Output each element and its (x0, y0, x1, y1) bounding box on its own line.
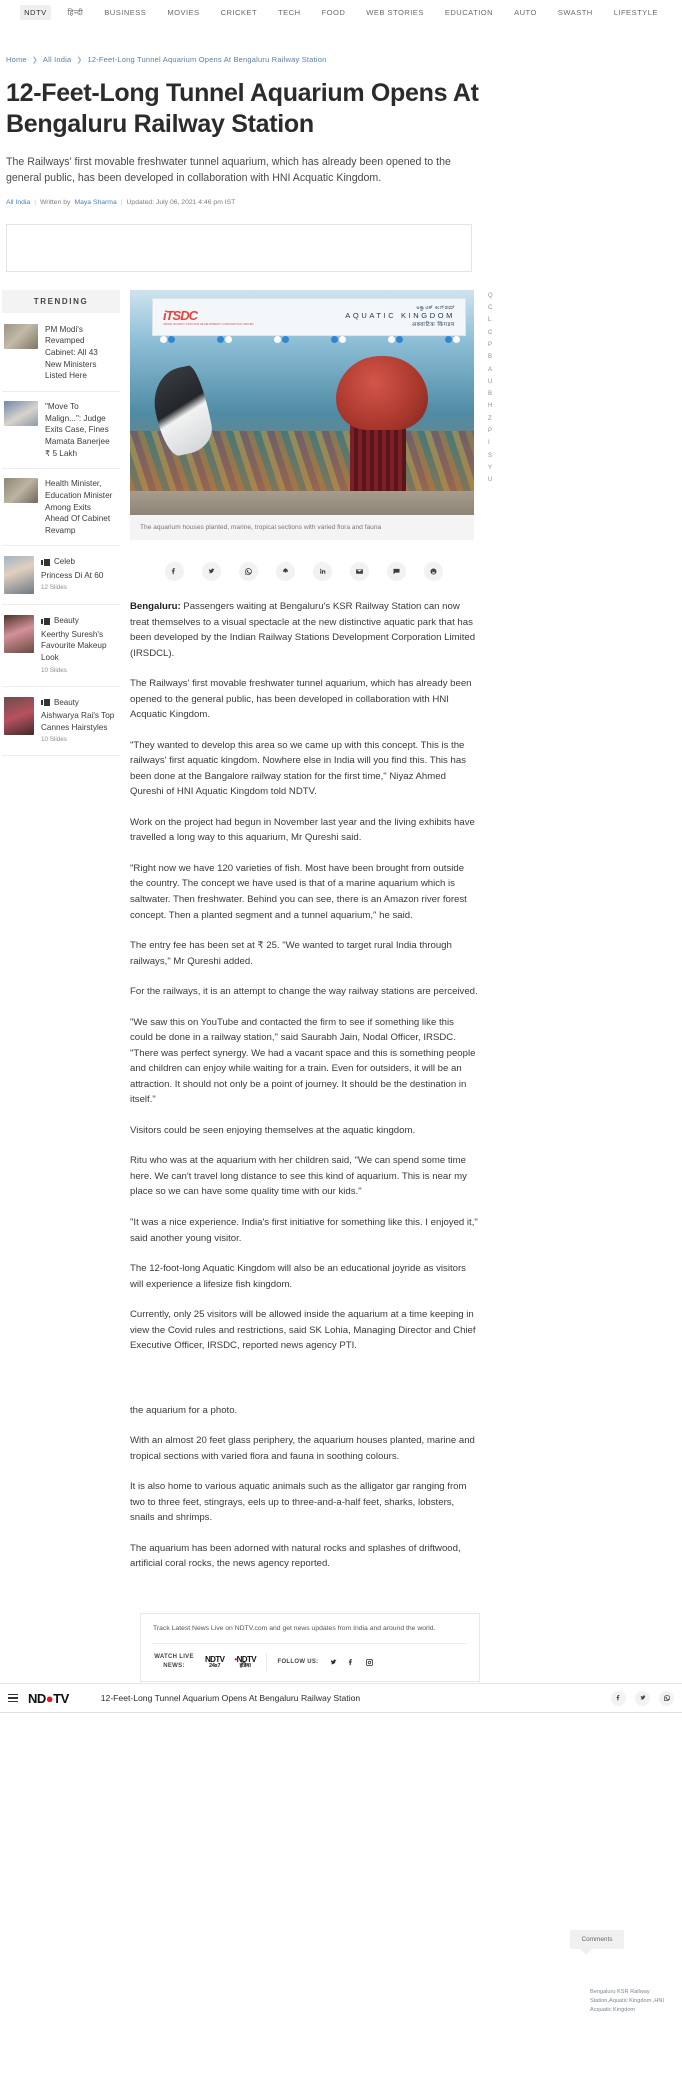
slideshow-icon (41, 699, 50, 706)
nav-item-हिन्दी[interactable]: हिन्दी (67, 7, 84, 17)
footer-divider (266, 1653, 267, 1671)
aquatic-kingdom-banner (152, 298, 466, 336)
slideshow-icon (41, 618, 50, 625)
image-caption: The aquarium houses planted, marine, tropical sections with varied flora and fauna (130, 515, 474, 540)
irsdc-logo: iTSDC (163, 307, 197, 323)
slideshow-item[interactable] (2, 687, 120, 757)
twitter-icon[interactable] (635, 1691, 650, 1706)
byline-section[interactable]: All India (6, 198, 31, 206)
comment-icon[interactable] (387, 562, 406, 581)
trending-item[interactable] (2, 392, 120, 469)
hamburger-menu-icon[interactable] (8, 1694, 18, 1702)
footer (140, 1613, 480, 1683)
twitter-icon[interactable] (329, 1658, 338, 1667)
footer-track-text: Track Latest News Live on NDTV.com and get news updates from India and around the world. (153, 1624, 436, 1632)
article-paragraph: With an almost 20 feet glass periphery, the aquarium houses planted, marine and tropical sections with varied flora and fauna in soothing colours. (130, 1435, 475, 1462)
thumbnail (4, 478, 38, 503)
byline-updated: Updated: July 06, 2021 4:46 pm IST (126, 198, 236, 206)
article-paragraph: Work on the project had begun in November last year and the living exhibits have travelled a long way to this aquarium, Mr Qureshi said. (130, 816, 475, 844)
reddit-icon[interactable] (276, 562, 295, 581)
facebook-icon[interactable] (347, 1658, 356, 1667)
thumbnail (4, 615, 34, 653)
sticky-bar-spacer (130, 1369, 478, 1403)
byline-divider: | (34, 198, 36, 206)
slideshow-count: 10 Slides (41, 666, 67, 674)
watch-live-label: WATCH LIVE NEWS: (154, 1654, 194, 1670)
koo-icon[interactable] (424, 562, 443, 581)
breadcrumb (6, 55, 682, 64)
rail-placeholder: Q C L C P B A U B H Z P I S Y U (488, 292, 493, 484)
sticky-share-icons (611, 1691, 674, 1706)
slideshow-count: 12 Slides (41, 584, 67, 592)
nav-item-web-stories[interactable]: WEB STORIES (366, 8, 424, 17)
paragraph-lead: Bengaluru: (130, 601, 181, 613)
slideshow-icon (41, 559, 50, 566)
follow-us-label: FOLLOW US: (277, 1658, 319, 1665)
banner-title-hindi: अक्वाटिक किंगडम (411, 322, 455, 329)
article-paragraph: The entry fee has been set at ₹ 25. "We wanted to target rural India through railways," Mr Qureshi added. (130, 940, 452, 967)
chevron-right-icon: ❯ (76, 56, 83, 64)
nav-item-education[interactable]: EDUCATION (444, 8, 494, 17)
thumbnail (4, 697, 34, 735)
sticky-article-title: 12-Feet-Long Tunnel Aquarium Opens At Bengaluru Railway Station (100, 1693, 361, 1703)
octopus-figure (336, 356, 428, 430)
whatsapp-icon[interactable] (659, 1691, 674, 1706)
nav-item-ndtv[interactable]: NDTV (20, 5, 50, 20)
article-paragraph: "It was a nice experience. India's first initiative for something like this. I enjoyed it," said another young visitor. (130, 1216, 478, 1244)
article-paragraph: The Railways' first movable freshwater tunnel aquarium, which has already been opened to the general public, has been developed in collaboration with HNI Acquatic Kingdom. (130, 678, 472, 721)
whatsapp-icon[interactable] (239, 562, 258, 581)
nav-item-tech[interactable]: TECH (278, 8, 301, 17)
article-standfirst: The Railways' first movable freshwater tunnel aquarium, which has already been opened to the general public, has been developed in collaboration with HNI Acquatic Kingdom. (6, 156, 451, 185)
ad-slot (6, 224, 472, 272)
trending-item-title: Health Minister, Education Minister Among Exits Ahead Of Cabinet Revamp (45, 479, 113, 535)
comments-bubble[interactable]: Comments (570, 1930, 624, 1949)
trending-heading: TRENDING (2, 290, 120, 313)
banner-title-english: AQUATIC KINGDOM (345, 311, 455, 321)
slideshow-count: 10 Slides (41, 736, 67, 744)
hero-figure (130, 290, 474, 540)
trending-item[interactable] (2, 469, 120, 546)
breadcrumb-section[interactable]: All India (42, 55, 72, 64)
channel-ndtv-india[interactable]: •NDTV इंडिया (234, 1655, 256, 1669)
right-rail (488, 290, 682, 1587)
slideshow-category: Beauty (54, 697, 79, 707)
nav-item-cricket[interactable]: CRICKET (220, 8, 258, 17)
nav-item-food[interactable]: FOOD (321, 8, 346, 17)
article-paragraph: "We saw this on YouTube and contacted the firm to see if something like this could be done in a railway station," said Saurabh Jain, Nodal Officer, IRSDC. "There was perfect synergy. We had a vacant space and this is something people and children can enjoy while waiting for a train. Even for outsiders, it will be an attraction. It should not only be a point of journey. It should be the destination in itself." (130, 1016, 476, 1106)
instagram-icon[interactable] (365, 1658, 374, 1667)
article-paragraph: Bengaluru: Passengers waiting at Bengaluru's KSR Railway Station can now treat themselves to a visual spectacle at the new distinctive aquatic park that has been developed by the Indian Railway Stations Development Corporation Limited (IRSDCL). (130, 601, 476, 659)
top-navigation (0, 0, 682, 22)
page-title: 12-Feet-Long Tunnel Aquarium Opens At Bengaluru Railway Station (6, 79, 479, 138)
sticky-header-bar (0, 1683, 682, 1713)
nav-item-movies[interactable]: MOVIES (167, 8, 200, 17)
slideshow-title: Princess Di At 60 (41, 570, 104, 580)
nav-item-swasth[interactable]: SWASTH (557, 8, 593, 17)
thumbnail (4, 324, 38, 349)
slideshow-item[interactable] (2, 605, 120, 686)
trending-item[interactable] (2, 315, 120, 392)
article-paragraph: The aquarium has been adorned with natural rocks and splashes of driftwood, artificial coral rocks, the news agency reported. (130, 1542, 461, 1570)
balloon-decorations (160, 336, 460, 348)
channel-ndtv-24x7[interactable]: NDTV 24x7 (205, 1655, 225, 1669)
email-icon[interactable] (350, 562, 369, 581)
linkedin-icon[interactable] (313, 562, 332, 581)
main-columns (0, 290, 682, 1587)
trending-item-title: "Move To Malign...": Judge Exits Case, Fines Mamata Banerjee ₹ 5 Lakh (45, 402, 110, 458)
byline (6, 199, 676, 206)
article-tags[interactable]: Bengaluru KSR Railway Station,Aquatic Kingdom ,HNI Acquatic Kingdom (590, 1989, 664, 2013)
facebook-icon[interactable] (165, 562, 184, 581)
article-paragraph: Currently, only 25 visitors will be allowed inside the aquarium at a time keeping in view the Covid rules and restrictions, said SK Lohia, Managing Director and Chief Executive Officer, IRSDC, reported news agency PTI. (130, 1309, 476, 1352)
article-image (130, 290, 474, 515)
chevron-right-icon: ❯ (31, 56, 38, 64)
nav-item-auto[interactable]: AUTO (514, 8, 537, 17)
thumbnail (4, 401, 38, 426)
byline-author[interactable]: Maya Sharma (74, 198, 117, 206)
sidebar (2, 290, 120, 1587)
article-paragraph: "Right now we have 120 varieties of fish. Most have been brought from outside the country. The concept we have used is that of a marine aquarium which is saltwater. Then freshwater. Behind you can see, there is an Amazon river forest concept. Then a planted segment and a tunnel aquarium," he said. (130, 862, 467, 921)
article-paragraph: It is also home to various aquatic animals such as the alligator gar ranging from two to three feet, stingrays, eels up to three-and-a-half feet, sharks, lobsters, snails and shrimps. (130, 1481, 467, 1524)
footer-social-icons (329, 1658, 374, 1667)
article-paragraph: the aquarium for a photo. (130, 1404, 238, 1416)
article-body (130, 599, 478, 1572)
trending-item-title: PM Modi's Revamped Cabinet: All 43 New Ministers Listed Here (45, 324, 98, 381)
slideshow-title: Keerthy Suresh's Favourite Makeup Look (41, 629, 107, 663)
nav-item-business[interactable]: BUSINESS (104, 8, 147, 17)
thumbnail (4, 556, 34, 594)
article-paragraph: "They wanted to develop this area so we came up with this concept. This is the railways' first aquatic kingdom. Nowhere else in India will you find this. This has been done at the Bangalore railway station for the first time," Niyaz Ahmed Qureshi of HNI Aquatic Kingdom told NDTV. (130, 739, 466, 798)
share-bar (130, 540, 478, 599)
slideshow-item[interactable] (2, 546, 120, 605)
article-paragraph: Ritu who was at the aquarium with her children said, "We can spend some time here. We can't travel long distance to see this kind of aquarium. This is near my place so we can have some quality time with our kids." (130, 1155, 467, 1198)
slideshow-category: Beauty (54, 616, 79, 626)
byline-divider: | (120, 198, 123, 206)
station-floor (130, 491, 474, 515)
facebook-icon[interactable] (611, 1691, 626, 1706)
slideshow-title: Aishwarya Rai's Top Cannes Hairstyles (41, 711, 115, 732)
breadcrumb-home[interactable]: Home (6, 55, 27, 64)
article-content (130, 290, 478, 1587)
nav-item-lifestyle[interactable]: LIFESTYLE (613, 8, 658, 17)
article-paragraph: The 12-foot-long Aquatic Kingdom will also be an educational joyride as visitors will experience a lifesize fish kingdom. (130, 1263, 466, 1290)
twitter-icon[interactable] (202, 562, 221, 581)
breadcrumb-current: 12-Feet-Long Tunnel Aquarium Opens At Bengaluru Railway Station (87, 55, 327, 64)
banner-title-kannada: ಅಕ್ವಾಟಿಕ್ ಕಿಂಗ್‌ಡಮ್ (416, 305, 455, 312)
article-paragraph: For the railways, it is an attempt to change the way railway stations are perceived. (130, 986, 478, 998)
slideshow-category: Celeb (54, 557, 75, 567)
irsdc-logo-sub: INDIAN RAILWAY STATIONS DEVELOPMENT CORPORATION LIMITED (163, 322, 254, 326)
article-paragraph: Visitors could be seen enjoying themselves at the aquatic kingdom. (130, 1124, 416, 1136)
byline-written-by: Written by (39, 198, 71, 206)
ndtv-logo[interactable]: ND●TV (28, 1690, 69, 1706)
